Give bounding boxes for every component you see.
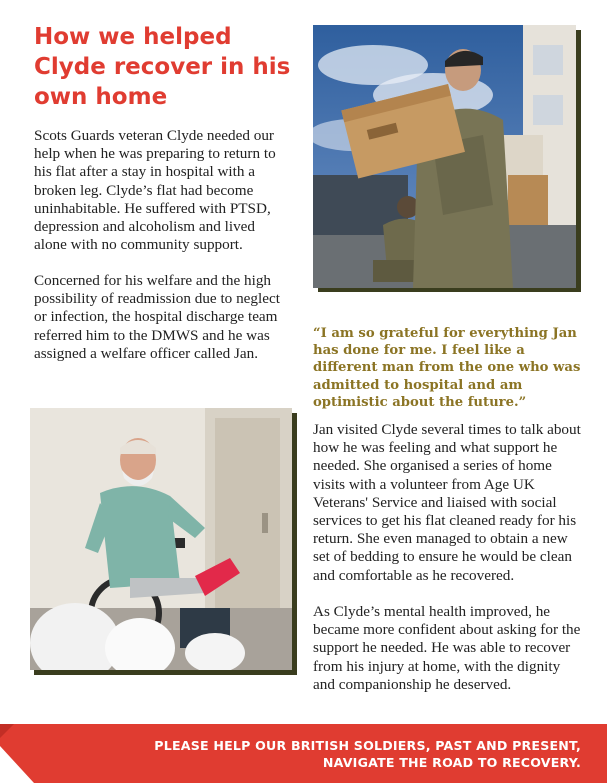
page-title: How we helped Clyde recover in his own home xyxy=(34,24,291,110)
banner-line-2: NAVIGATE THE ROAD TO RECOVERY. xyxy=(322,755,581,770)
paragraph-referral: Concerned for his welfare and the high possibility of readmission due to neglect or infection, the hospital discharge team referred him to the DMWS and he was assigned a welfare officer called Jan. xyxy=(34,272,280,362)
testimonial-quote: “I am so grateful for everything Jan has done for me. I feel like a different man from the one who was admitted to hospital and am optimistic about the future.” xyxy=(313,326,581,410)
paragraph-intro: Scots Guards veteran Clyde needed our help when he was preparing to return to his flat after a stay in hospital with a broken leg. Clyde’s flat had become uninhabitable. He suffered with PTSD, depression and alcoholism and lived alone with no community support. xyxy=(34,127,276,254)
photo-soldiers-carrying-boxes xyxy=(313,25,576,288)
paragraph-recovery: As Clyde’s mental health improved, he became more confident about asking for the support he needed. He was able to recover from his injury at home, with the dignity and companionship he deserved. xyxy=(313,603,581,693)
banner-line-1: PLEASE HELP OUR BRITISH SOLDIERS, PAST AND PRESENT, xyxy=(154,738,581,753)
paragraph-visits: Jan visited Clyde several times to talk about how he was feeling and what support he needed. She organised a series of home visits with a volunteer from Age UK Veterans' Service and liaised with social services to get his flat cleaned ready for his return. She even managed to obtain a new set of bedding to ensure he would be clean and comfortable as he recovered. xyxy=(313,421,581,584)
photo-clyde-in-wheelchair xyxy=(30,408,292,670)
call-to-action-banner xyxy=(0,724,607,783)
banner-text xyxy=(101,737,581,771)
